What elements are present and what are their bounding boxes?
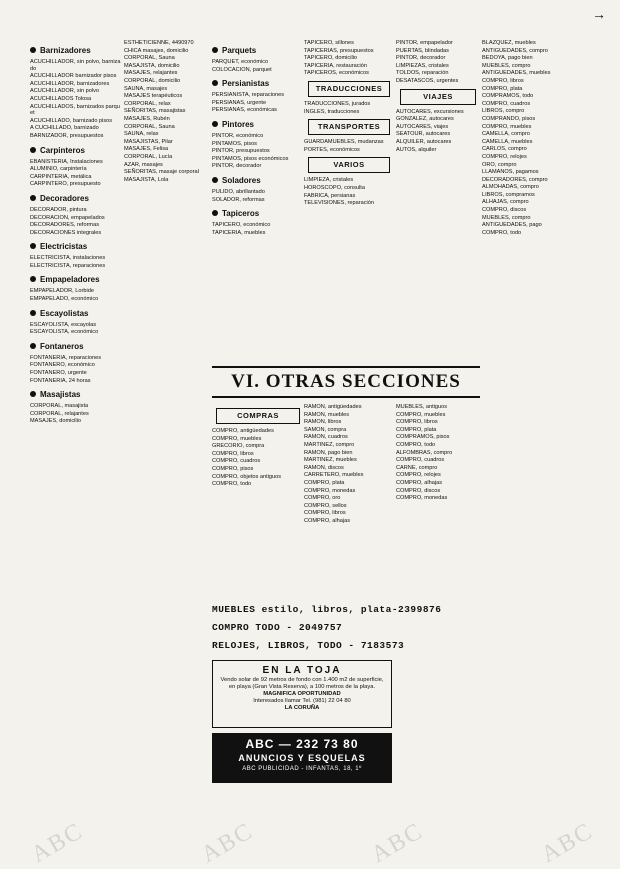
bullet-icon — [212, 177, 218, 183]
ad-entry: PULIDO, abrillantado — [212, 188, 265, 195]
ad-entry: COMPRO, todo — [212, 481, 252, 488]
ad-entry: ACUCHILLADO, barnizado pisos — [30, 117, 113, 124]
ad-entry: FONTANERO, económico — [30, 362, 95, 369]
ad-entry: CAMELLA, compro — [482, 131, 530, 138]
ad-entry: DECORADORES, reformas — [30, 222, 100, 229]
ad-entry: COMPRO, alhajas — [396, 479, 443, 486]
section-heading-text: Soladores — [222, 175, 261, 185]
bullet-icon — [212, 121, 218, 127]
ad-entry: PINTOR, económico — [212, 132, 264, 139]
section-heading-text: Decoradores — [40, 193, 89, 203]
ad-entry: ANTIGUEDADES, muebles — [482, 70, 551, 77]
section-heading — [30, 309, 122, 319]
ad-entry: CHICA masajes, domicilio — [124, 47, 189, 54]
ad-entry: GRECORIO, compra — [212, 443, 265, 450]
bullet-icon — [30, 310, 36, 316]
la-toja-city: LA CORUÑA — [284, 705, 320, 711]
ad-entry: COMPRO, discos — [482, 207, 527, 214]
ad-entry: ELECTRICISTA, reparaciones — [30, 262, 106, 269]
ad-entry: ACUCHILLADOR barnizador pisos — [30, 73, 117, 80]
abc-contact-box — [212, 733, 392, 783]
watermark: ABC — [196, 817, 258, 869]
ad-entry: PERSIANAS, económicas — [212, 107, 277, 114]
ad-entry: AUTOCARES, viajes — [396, 123, 449, 130]
ad-entry: AZAR, masajes — [124, 161, 163, 168]
abc-ads-label: ANUNCIOS Y ESQUELAS — [238, 753, 366, 763]
ad-entry: LIMPIEZA, cristales — [304, 177, 354, 184]
section-heading — [30, 146, 122, 156]
ad-entry: ALUMINIO, carpintería — [30, 166, 87, 173]
corner-mark: → — [592, 6, 606, 22]
ad-entry: MASAJES, Felisa — [124, 146, 169, 153]
ad-entry: MASAJES terapéuticos — [124, 93, 183, 100]
viajes-box: VIAJES — [400, 89, 476, 105]
ad-entry: ESCAYOLISTA, económico — [30, 329, 99, 336]
ad-entry: CORPORAL, domicilio — [124, 77, 181, 84]
compras-box: COMPRAS — [216, 408, 300, 424]
traducciones-box: TRADUCCIONES — [308, 81, 390, 97]
ad-entry: PINTAMOS, pisos económicos — [212, 155, 289, 162]
ad-entry: ALMOHADAS, compro — [482, 184, 539, 191]
ad-entry: ALHAJAS, compro — [482, 199, 529, 206]
column-4 — [304, 40, 394, 380]
la-toja-body: Vendo solar de 92 metros de fondo con 1.400 m2 de superficie, en playa (Gran Vista Reserva), a 100 metros de la playa. — [220, 677, 384, 690]
section-heading — [30, 390, 122, 400]
ad-entry: MASAJISTA, Lola — [124, 176, 169, 183]
ad-entry: COMPRO, relojes — [396, 472, 441, 479]
ad-entry: COMPRO, cuadros — [212, 458, 261, 465]
ad-entry: COMPRAMOS, todo — [482, 93, 534, 100]
bullet-icon — [30, 195, 36, 201]
ad-entry: COMPRO, relojes — [482, 153, 527, 160]
ad-entry: BEDOYA, pago bien — [482, 55, 533, 62]
watermark: ABC — [26, 817, 88, 869]
abc-phone: ABC — 232 73 80 — [245, 737, 359, 751]
ad-entry: PARQUET, económico — [212, 59, 269, 65]
ad-entry: SAMON, compra — [304, 426, 347, 433]
ad-entry: COMPRO, objetos antiguos — [212, 473, 282, 480]
ad-entry: COMPRO, todo — [482, 229, 522, 236]
ad-entry: COMPRO, cuadros — [396, 457, 445, 464]
ad-entry: COMPRO, sellos — [304, 502, 347, 509]
ad-entry: CORPORAL, Sauna — [124, 55, 175, 62]
ad-entry: RAMON, antigüedades — [304, 404, 362, 410]
ad-entry: FONTANERO, urgente — [30, 370, 87, 377]
ad-entry: A CUCHILLADO, barnizado — [30, 125, 99, 132]
ad-entry: CORPORAL, relax — [124, 100, 171, 107]
ad-entry: PINTOR, empapelador — [396, 40, 453, 46]
bullet-icon — [30, 147, 36, 153]
ad-entry: ESCAYOLISTA, escayolas — [30, 321, 97, 328]
section-heading — [30, 194, 122, 204]
ad-entry: EBANISTERIA, Instalaciones — [30, 158, 103, 165]
ad-entry: FONTANERIA, reparaciones — [30, 354, 102, 361]
bullet-icon — [212, 47, 218, 53]
la-toja-ad — [212, 660, 392, 728]
section-heading — [212, 79, 302, 89]
ad-entry: COMPRO, plata — [482, 85, 523, 92]
ad-entry: COMPRO, antigüedades — [212, 428, 274, 434]
ad-entry: GUARDAMUEBLES, mudanzas — [304, 139, 384, 146]
ad-entry: CARPINTERO, presupuesto — [30, 181, 101, 188]
bullet-icon — [30, 47, 36, 53]
ad-entry: FABRICA, persianas — [304, 192, 356, 199]
section-heading — [30, 242, 122, 252]
ad-entry: LIBROS, compro — [482, 108, 525, 115]
ad-entry: INGLES, traducciones — [304, 108, 360, 115]
ad-entry: COMPRO, pisos — [212, 465, 254, 472]
ad-entry: COMPRO, libros — [212, 450, 254, 457]
column-3 — [212, 40, 302, 380]
ad-entry: COMPRO, libros — [482, 77, 524, 84]
ad-entry: TAPICERO, sillones — [304, 40, 354, 46]
ad-entry: MUEBLES, compro — [482, 62, 531, 69]
ad-entry: DECORACION, empapelados — [30, 214, 105, 221]
ad-entry: COLOCACION, parquet — [212, 66, 272, 73]
ad-entry: CARRETERO, muebles — [304, 472, 364, 479]
ad-entry: TAPICERIA, muebles — [212, 229, 266, 236]
ad-entry: COMPRO, oro — [304, 495, 341, 502]
ad-entry: ALFOMBRAS, compro — [396, 449, 453, 456]
ad-entry: COMPRO, libros — [396, 419, 438, 426]
section-heading-text: Carpinteros — [40, 145, 85, 155]
section-heading-text: Electricistas — [40, 242, 88, 252]
ad-entry: LIMPIEZAS, cristales — [396, 62, 449, 69]
ad-entry: COMPRO, muebles — [396, 411, 446, 418]
la-toja-contact: Interesados llamar Tel. (981) 22 04 80 — [253, 698, 351, 704]
ad-entry: ACUCHILLADOR, sin polvo, barnizado — [30, 59, 121, 72]
ad-entry: DECORADORES, compro — [482, 176, 548, 183]
watermark: ABC — [536, 817, 598, 869]
section-heading-text: Fontaneros — [40, 341, 84, 351]
ad-entry: CORPORAL, masajista — [30, 403, 89, 410]
ad-entry: BARNIZADOR, presupuestos — [30, 132, 104, 139]
ad-entry: TRADUCCIONES, jurados — [304, 100, 371, 107]
ad-entry: SAUNA, masajes — [124, 85, 168, 92]
section-heading-text: Persianistas — [222, 79, 270, 89]
ad-entry: CAMELLA, muebles — [482, 138, 533, 145]
ad-entry: ANTIGUEDADES, pago — [482, 222, 542, 229]
section-heading-text: Pintores — [222, 119, 255, 129]
ad-entry: COMPRO, monedas — [396, 495, 448, 502]
ad-entry: MASAJISTA, domicilio — [124, 62, 180, 69]
ad-entry: PINTAMOS, pisos — [212, 140, 257, 147]
ad-entry: RAMON, pago bien — [304, 449, 353, 456]
ad-entry: COMPRO, alhajas — [304, 517, 351, 524]
ad-entry: TAPICERO, domicilio — [304, 55, 358, 62]
ad-entry: GONZALEZ, autocares — [396, 116, 454, 123]
ad-entry: COMPRO, muebles — [212, 435, 262, 442]
ad-entry: CARLOS, compro — [482, 146, 527, 153]
ad-entry: SEÑORITAS, masaje corporal — [124, 169, 199, 176]
ad-entry: ORO, compro — [482, 161, 517, 168]
section-heading-text: Masajistas — [40, 390, 81, 400]
section-heading — [212, 176, 302, 186]
ad-entry: COMPRO, todo — [396, 441, 436, 448]
compras-column — [212, 404, 304, 594]
ad-entry: COMPRAMOS, pisos — [396, 434, 450, 441]
ad-entry: AUTOS, alquiler — [396, 146, 437, 153]
ad-entry: TAPICERIAS, presupuestos — [304, 47, 374, 54]
column-5 — [396, 40, 480, 380]
ad-entry: PORTES, económicos — [304, 146, 360, 153]
ad-entry: TELEVISIONES, reparación — [304, 200, 374, 207]
ad-entry: MASAJISTAS, Pilar — [124, 138, 173, 145]
bullet-icon — [30, 243, 36, 249]
ad-entry: PERSIANISTA, reparaciones — [212, 92, 285, 99]
ad-entry: EMPAPELADOR, Lorbide — [30, 288, 94, 295]
la-toja-highlight: MAGNIFICA OPORTUNIDAD — [263, 691, 341, 697]
section-heading-text: Escayolistas — [40, 308, 89, 318]
ad-entry: RAMON, libros — [304, 419, 342, 426]
ad-entry: ACUCHILLADOR, barnizadores — [30, 80, 110, 87]
section-heading — [212, 209, 302, 219]
ad-entry: CARPINTERIA, metálica — [30, 173, 92, 180]
section-heading — [30, 275, 122, 285]
ad-entry: MASAJES, relajantes — [124, 70, 178, 77]
ad-entry: SOLADOR, reformas — [212, 196, 265, 203]
ad-entry: CARNE, compro — [396, 464, 438, 471]
ad-entry: CORPORAL, Lucía — [124, 153, 173, 160]
big-ad-line-1: MUEBLES estilo, libros, plata-2399876 — [212, 604, 442, 615]
ad-entry: SEATOUR, autocares — [396, 131, 451, 138]
ad-entry: CORPORAL, Sauna — [124, 123, 175, 130]
big-ad-line-2: COMPRO TODO - 2049757 — [212, 622, 343, 633]
ad-entry: TAPICEROS, económicos — [304, 70, 369, 77]
ad-entry: ACUCHILLADOS Tolosa — [30, 95, 92, 102]
ad-entry: ACUCHILLADOR, sin polvo — [30, 88, 100, 95]
ad-entry: ACUCHILLADOS, barnizados parquet — [30, 103, 120, 117]
ad-entry: TAPICERO, económico — [212, 222, 271, 229]
ad-entry: PINTOR, decorador — [212, 163, 262, 170]
ad-entry: RAMON, cuadros — [304, 434, 348, 441]
bullet-icon — [30, 391, 36, 397]
ad-entry: DESATASCOS, urgentes — [396, 77, 459, 84]
ad-entry: PUERTAS, blindadas — [396, 47, 449, 54]
column-1 — [30, 40, 122, 860]
ad-entry: CORPORAL, relajantes — [30, 410, 89, 417]
bullet-icon — [212, 80, 218, 86]
ad-entry: SAUNA, relax — [124, 131, 159, 138]
ad-entry: MARTINEZ, muebles — [304, 457, 357, 464]
big-ad-line-3: RELOJES, LIBROS, TODO - 7183573 — [212, 640, 405, 651]
ad-entry: RAMON, discos — [304, 464, 344, 471]
section-heading — [30, 342, 122, 352]
ad-entry: EMPAPELADO, económico — [30, 296, 99, 303]
ad-entry: DECORADOR, pintura — [30, 206, 87, 213]
ad-entry: MARTINEZ, compro — [304, 441, 355, 448]
ad-entry: MASAJES, domicilio — [30, 418, 81, 425]
bullet-icon — [212, 210, 218, 216]
section-heading — [212, 120, 302, 130]
ad-entry: PINTOR, decorador — [396, 55, 446, 62]
transportes-box: TRANSPORTES — [308, 119, 390, 135]
section-heading-text: Tapiceros — [222, 209, 260, 219]
ad-entry: COMPRO, muebles — [482, 123, 532, 130]
ad-entry: COMPRANDO, pisos — [482, 115, 536, 122]
ad-entry: MUEBLES, compro — [482, 214, 531, 221]
la-toja-title: EN LA TOJA — [262, 665, 342, 676]
section-heading-text: Parquets — [222, 46, 257, 55]
column-6 — [482, 40, 572, 860]
ad-entry: COMPRO, discos — [396, 487, 441, 494]
bullet-icon — [30, 343, 36, 349]
section-heading — [212, 46, 302, 56]
watermark: ABC — [366, 817, 428, 869]
ad-entry: COMPRO, cuadros — [482, 100, 531, 107]
varios-box: VARIOS — [308, 157, 390, 173]
ad-entry: LLAMANOS, pagamos — [482, 169, 539, 176]
ad-entry: RAMON, muebles — [304, 411, 350, 418]
bullet-icon — [30, 276, 36, 282]
ad-entry: HOROSCOPO, consulta — [304, 184, 365, 191]
ad-entry: TAPICERIA, restauración — [304, 62, 368, 69]
ad-entry: ESTHETICIENNE, 4490970 — [124, 40, 194, 46]
ad-entry: COMPRO, libros — [304, 510, 346, 517]
ad-entry: PERSIANAS, urgente — [212, 99, 267, 106]
ad-entry: ELECTRICISTA, instalaciones — [30, 255, 106, 262]
abc-address: ABC PUBLICIDAD - INFANTAS, 18, 1º — [242, 766, 362, 772]
section-banner: VI. OTRAS SECCIONES — [212, 366, 480, 398]
ad-entry: COMPRO, plata — [396, 426, 437, 433]
ad-entry: AUTOCARES, excursiones — [396, 108, 464, 115]
ad-entry: LIBROS, compramos — [482, 191, 535, 198]
ad-entry: COMPRO, plata — [304, 479, 345, 486]
ad-entry: DECORACIONES integrales — [30, 229, 102, 236]
ad-entry: FONTANERIA, 24 horas — [30, 377, 91, 384]
ad-entry: BLAZQUEZ, muebles — [482, 40, 536, 46]
ad-entry: ANTIGUEDADES, compro — [482, 47, 548, 54]
section-heading — [30, 46, 122, 56]
ad-entry: MUEBLES, antiguos — [396, 404, 447, 410]
ad-entry: SEÑORITAS, masajistas — [124, 108, 186, 115]
ad-entry: COMPRO, monedas — [304, 487, 356, 494]
ad-entry: TOLDOS, reparación — [396, 70, 449, 77]
ad-entry: PINTOR, presupuestos — [212, 148, 270, 155]
column-2 — [124, 40, 208, 860]
ad-entry: ALQUILER, autocares — [396, 138, 452, 145]
section-heading-text: Empapeladores — [40, 275, 100, 285]
ad-entry: MASAJES, Rubén — [124, 115, 170, 122]
section-heading-text: Barnizadores — [40, 46, 91, 55]
